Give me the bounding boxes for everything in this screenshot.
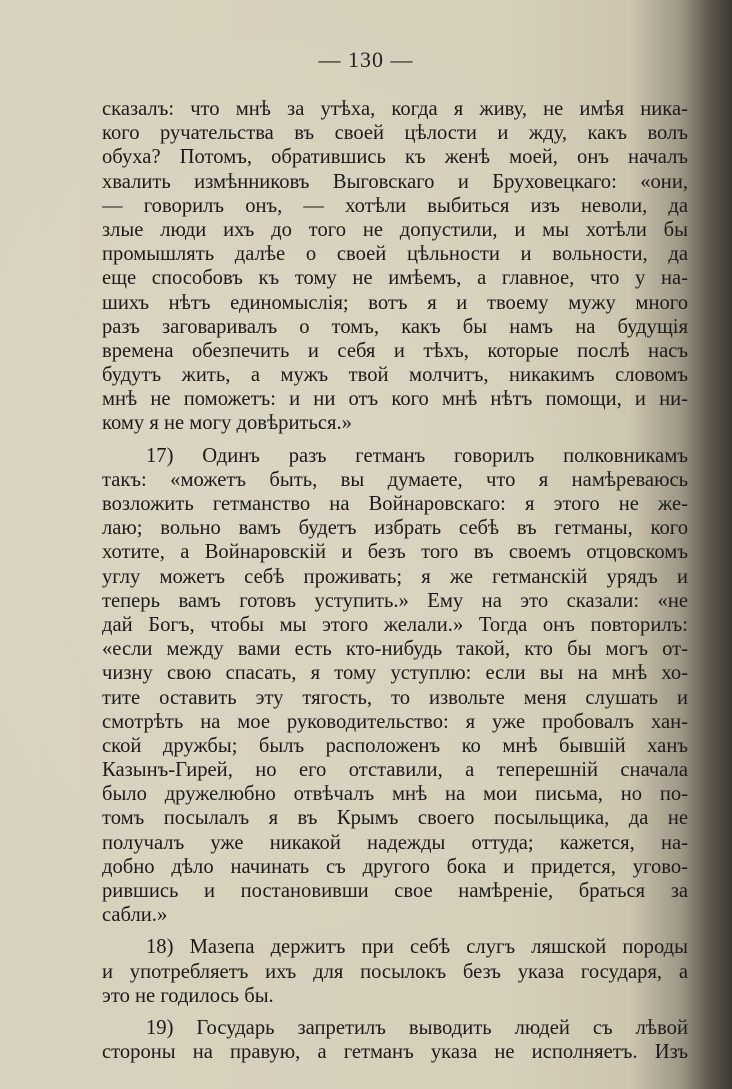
text-line: томъ посылалъ я въ Крымъ своего посыльщика, да не [102,807,688,830]
text-line: разъ заговаривалъ о томъ, какъ бы намъ на будущія [102,315,688,338]
text-line: стороны на правую, а гетманъ указа не исполняетъ. Изъ [102,1041,688,1064]
text-line: рившись и постановивши свое намѣреніе, браться за [102,880,688,902]
text-line: промышлять далѣе о своей цѣльности и вольности, да [102,243,688,266]
text-line: сказалъ: что мнѣ за утѣха, когда я живу, не имѣя ника- [102,98,688,120]
text-line: Казынъ-Гирей, но его отставили, а теперешній сначала [102,759,688,782]
text-line: это не годилось бы. [102,984,274,1007]
text-line: сабли.» [102,904,168,927]
text-line: дай Богъ, чтобы мы этого желали.» Тогда онъ повторилъ: [102,613,688,636]
text-line: мнѣ не поможетъ: и ни отъ кого мнѣ нѣтъ помощи, и ни- [102,388,688,411]
text-line: углу можетъ себѣ проживать; я же гетманскій урядъ и [102,565,688,588]
text-line: «если между вами есть кто-нибудь такой, кто бы могъ от- [102,638,688,661]
text-line: шихъ нѣтъ единомыслія; вотъ я и твоему мужу много [102,291,688,314]
text-line: тите оставить эту тягость, то извольте меня слушать и [102,686,688,709]
text-line: теперь вамъ готовъ уступить.» Ему на это сказали: «не [102,589,688,612]
text-line: лаю; вольно вамъ будетъ избрать себѣ въ гетманы, кого [102,517,688,540]
text-line: возложить гетманство на Войнаровскаго: я этого не же- [102,493,688,515]
text-line: хотите, а Войнаровскій и безъ того въ своемъ отцовскомъ [102,541,688,564]
paragraph-gap [102,436,688,444]
text-line: получалъ уже никакой надежды оттуда; кажется, на- [102,831,688,854]
text-line: обуха? Потомъ, обратившись къ женѣ моей, онъ началъ [102,146,688,169]
text-line: кого ручательства въ своей цѣлости и жду, какъ волъ [102,122,688,145]
page-number: — 130 — [318,47,414,72]
text-line: злые люди ихъ до того не допустили, и мы хотѣли бы [102,218,688,241]
text-line: смотрѣть на мое руководительство: я уже пробовалъ хан- [102,710,688,733]
text-line: добно дѣло начинать съ другого бока и придется, угово- [102,855,688,878]
text-line: 19) Государь запретилъ выводить людей съ лѣвой [146,1016,688,1039]
paragraph-gap [102,1008,688,1016]
paragraph-gap [102,927,688,935]
text-line: кому я не могу довѣриться.» [102,412,352,435]
text-line: еще способовъ къ тому не имѣемъ, а главное, что у на- [102,267,688,290]
text-line: такъ: «можетъ быть, вы думаете, что я намѣреваюсь [102,468,688,491]
text-line: 18) Мазепа держитъ при себѣ слугъ ляшской породы [146,936,688,959]
text-line: хвалить измѣнниковъ Выговскаго и Бруховецкаго: «они, [102,170,688,193]
text-line: чизну свою спасать, я тому уступлю: если вы на мнѣ хо- [102,662,688,685]
text-line: и употребляетъ ихъ для посылокъ безъ указа государя, а [102,960,688,983]
body-text [102,97,688,1064]
text-line: ской дружбы; былъ расположенъ ко мнѣ бывшій ханъ [102,734,688,757]
text-line: — говорилъ онъ, — хотѣли выбиться изъ неволи, да [102,194,688,217]
text-line: времена обезпечить и себя и тѣхъ, которые послѣ насъ [102,339,688,362]
text-line: будутъ жить, а мужъ твой молчитъ, никакимъ словомъ [102,364,688,387]
text-line: было дружелюбно отвѣчалъ мнѣ на мои письма, но по- [102,783,688,806]
text-line: 17) Одинъ разъ гетманъ говорилъ полковникамъ [146,444,688,467]
